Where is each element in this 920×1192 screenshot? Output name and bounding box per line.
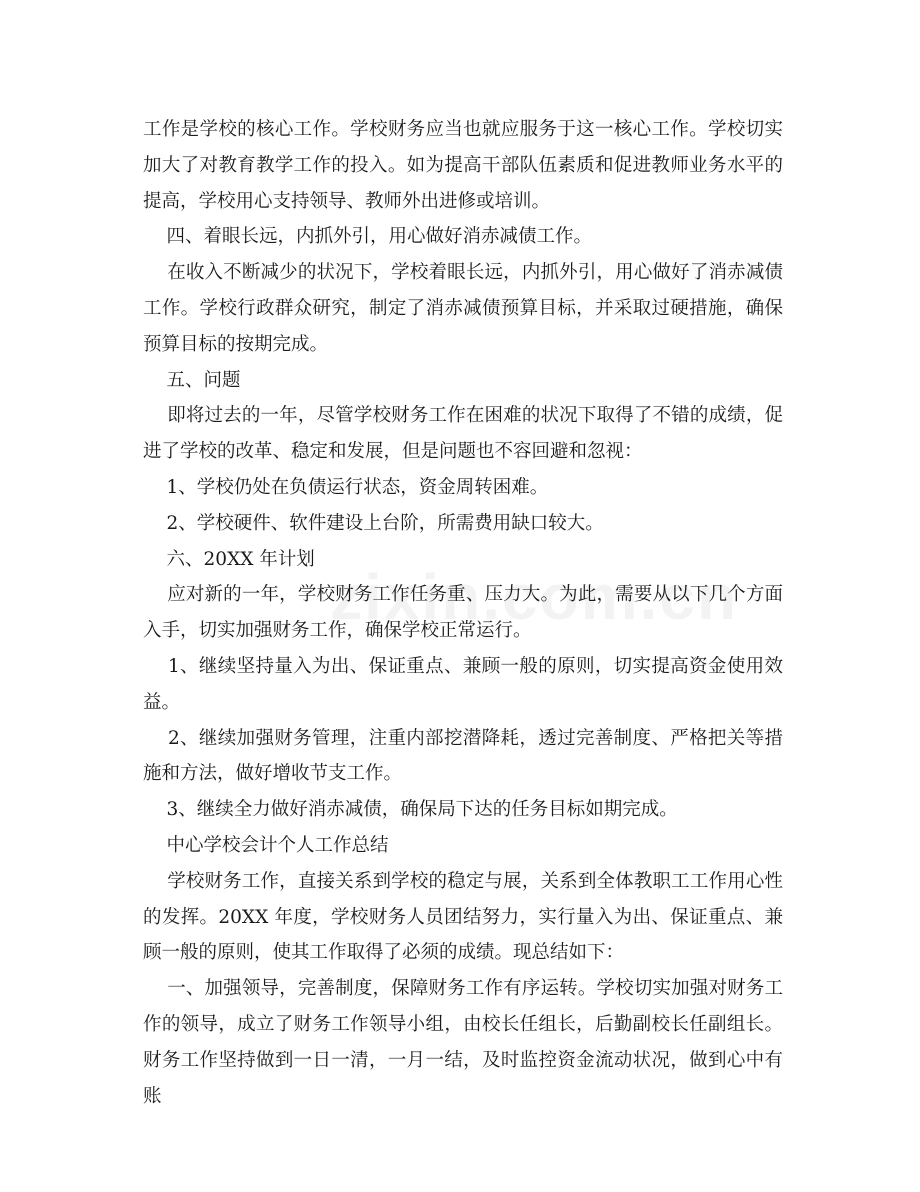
paragraph: 即将过去的一年，尽管学校财务工作在困难的状况下取得了不错的成绩，促进了学校的改革、稳定和发展，但是问题也不容回避和忽视： (143, 405, 783, 463)
list-item: 2、学校硬件、软件建设上台阶，所需费用缺口较大。 (143, 512, 604, 534)
paragraph-continuation: 工作是学校的核心工作。学校财务应当也就应服务于这一核心工作。学校切实加大了对教育教学工作的投入。如为提高干部队伍素质和促进教师业务水平的提高，学校用心支持领导、教师外出进修或培训。 (143, 119, 783, 212)
paragraph: 学校财务工作，直接关系到学校的稳定与展，关系到全体教职工工作用心性的发挥。20XX 年度，学校财务人员团结努力，实行量入为出、保证重点、兼顾一般的原则，使其工作取得了必须的成绩。现总结如下： (143, 870, 783, 964)
document-title: 中心学校会计个人工作总结 (143, 834, 389, 856)
list-item: 3、继续全力做好消赤减债，确保局下达的任务目标如期完成。 (143, 799, 678, 821)
list-item: 2、继续加强财务管理，注重内部挖潜降耗，透过完善制度、严格把关等措施和方法，做好增收节支工作。 (143, 727, 783, 785)
section-heading-6: 六、20XX 年计划 (143, 548, 315, 570)
list-item: 1、继续坚持量入为出、保证重点、兼顾一般的原则，切实提高资金使用效益。 (143, 655, 783, 713)
paragraph: 在收入不断减少的状况下，学校着眼长远，内抓外引，用心做好了消赤减债工作。学校行政群众研究，制定了消赤减债预算目标，并采取过硬措施，确保预算目标的按期完成。 (143, 262, 783, 355)
section-heading-5: 五、问题 (143, 369, 241, 391)
paragraph: 一、加强领导，完善制度，保障财务工作有序运转。学校切实加强对财务工作的领导，成立了财务工作领导小组，由校长任组长，后勤副校长任副组长。财务工作坚持做到一日一清，一月一结，及时监控资金流动状况，做到心中有账 (143, 978, 783, 1107)
section-heading-4: 四、着眼长远，内抓外引，用心做好消赤减债工作。 (143, 226, 593, 248)
document-body (143, 112, 783, 1114)
list-item: 1、学校仍处在负债运行状态，资金周转困难。 (143, 476, 549, 498)
paragraph: 应对新的一年，学校财务工作任务重、压力大。为此，需要从以下几个方面入手，切实加强财务工作，确保学校正常运行。 (143, 584, 783, 642)
